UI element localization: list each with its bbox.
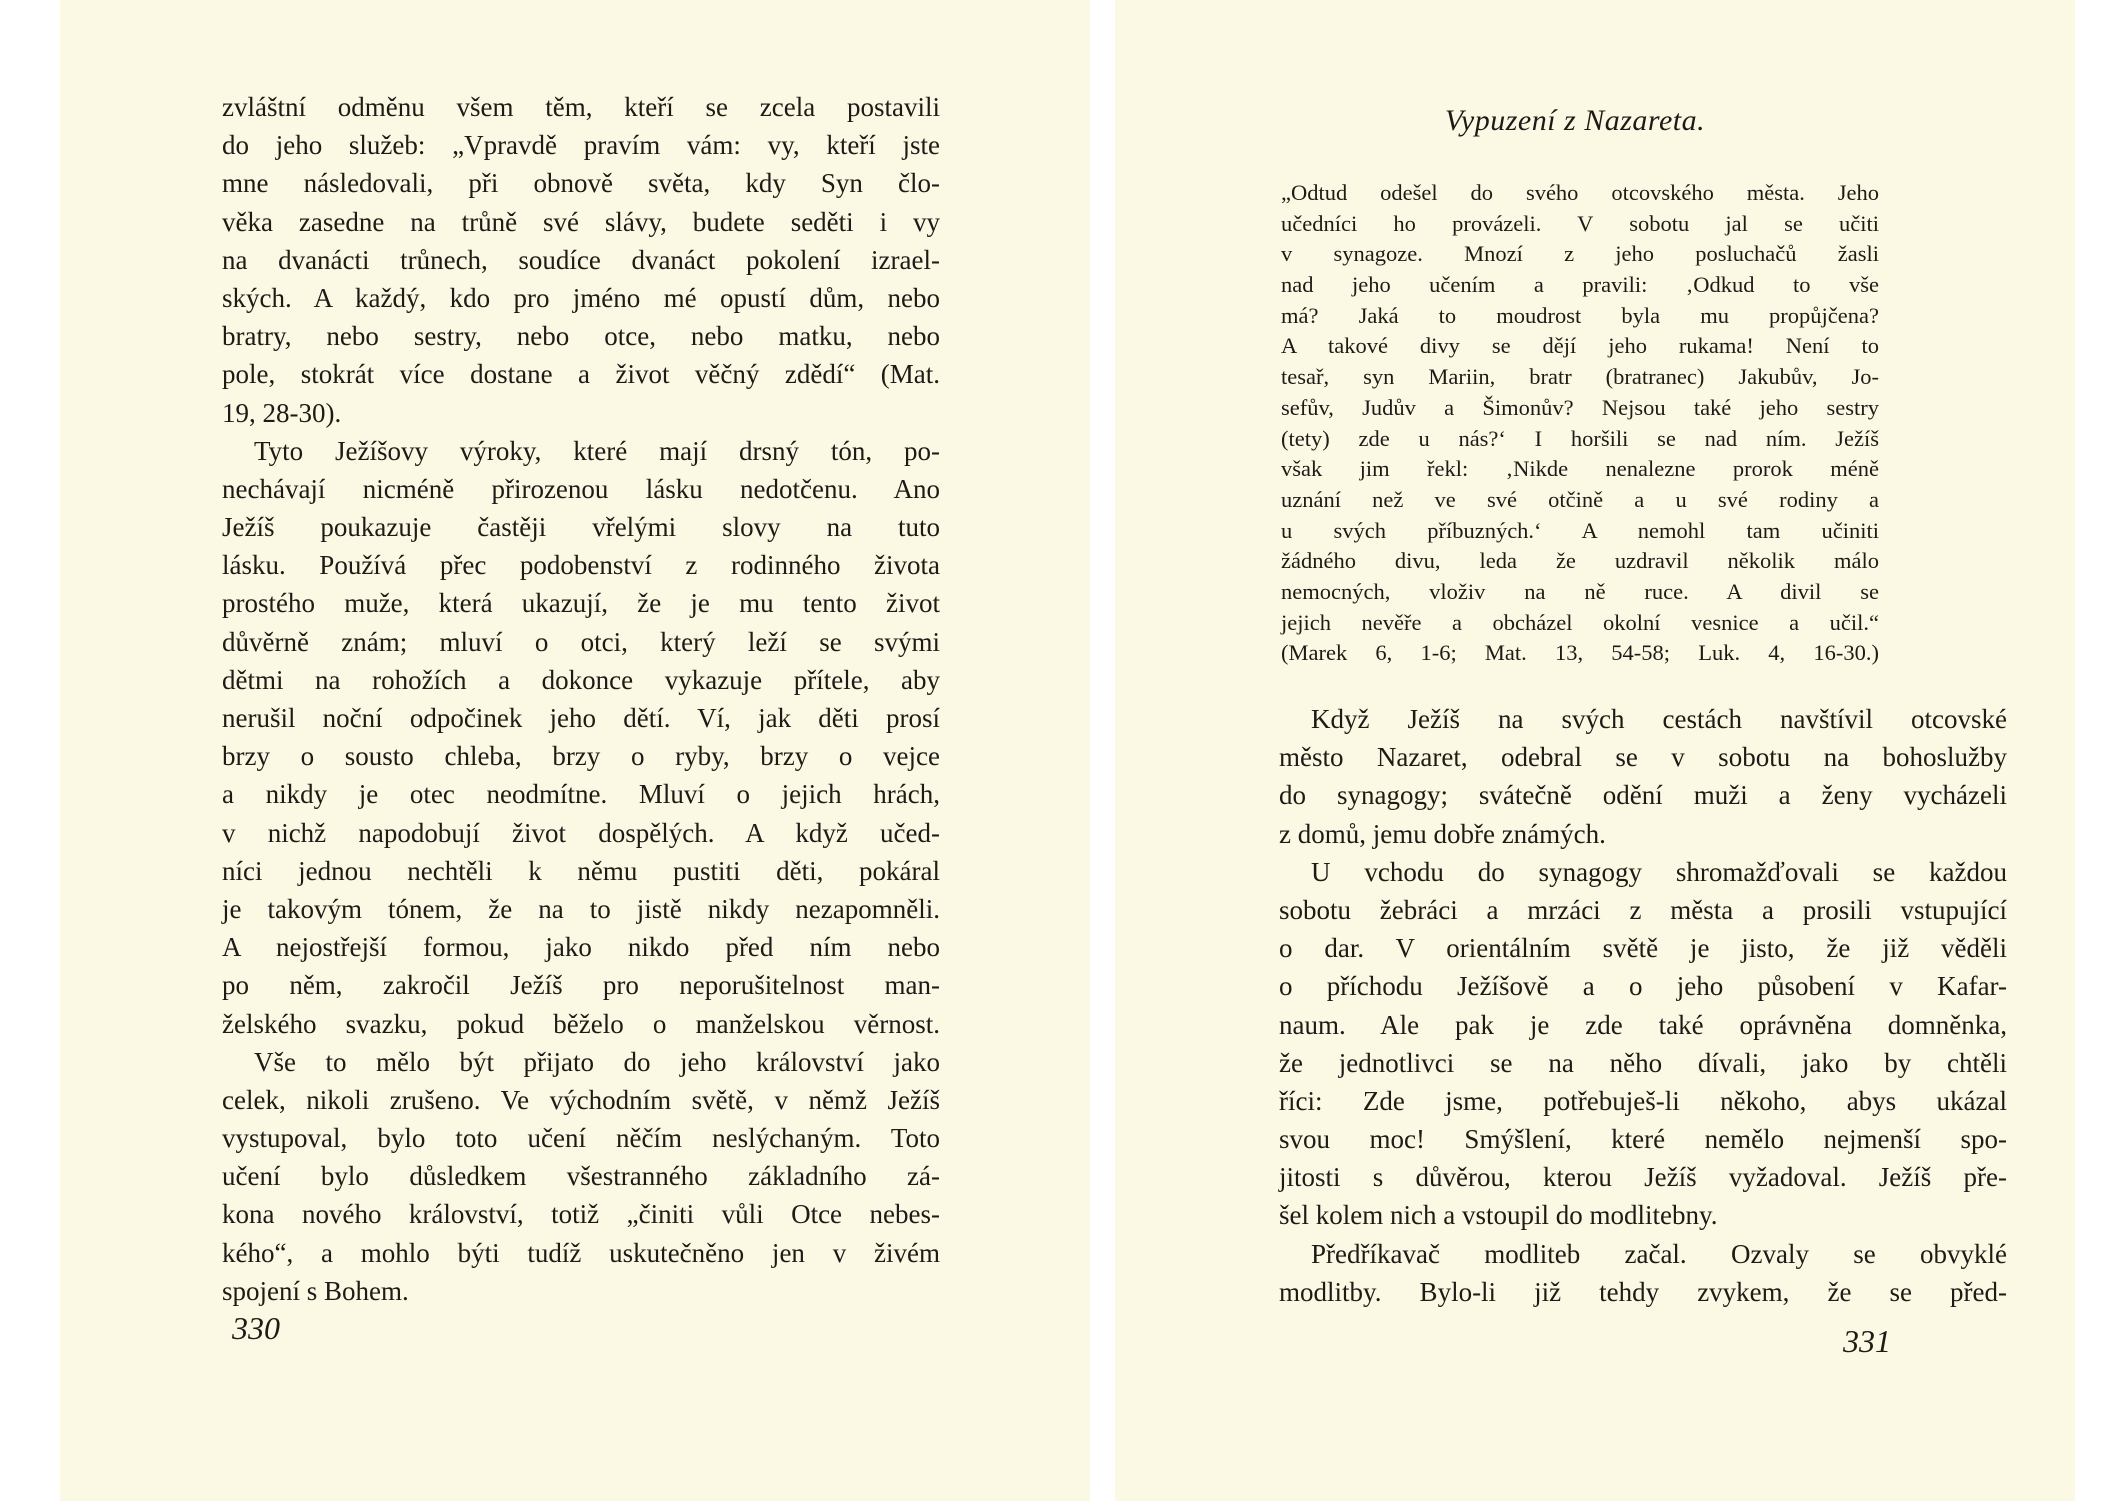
text-line: Vše to mělo být přijato do jeho království jako — [254, 1046, 940, 1077]
text-line: lásku. Používá přec podobenství z rodinného života — [222, 550, 940, 581]
text-line: spojení s Bohem. — [222, 1275, 409, 1306]
text-line: po něm, zakročil Ježíš pro neporušitelnost man- — [222, 970, 940, 1001]
text-line: U vchodu do synagogy shromažďovali se každou — [1311, 856, 2007, 887]
text-line: dětmi na rohožích a dokonce vykazuje přítele, aby — [222, 664, 940, 695]
page-number-right: 331 — [1843, 1323, 1891, 1359]
text-line: želského svazku, pokud běželo o manželskou věrnost. — [222, 1008, 940, 1039]
text-line: do jeho služeb: „Vpravdě pravím vám: vy, kteří jste — [222, 130, 940, 161]
left-page-text — [222, 88, 940, 1310]
text-line: je takovým tónem, že na to jistě nikdy nezapomněli. — [222, 893, 940, 924]
quote-line: však jim řekl: ‚Nikde nenalezne prorok méně — [1281, 456, 1879, 482]
quote-line: žádného divu, leda že uzdravil několik málo — [1281, 548, 1879, 574]
quote-line: nad jeho učením a pravili: ‚Odkud to vše — [1281, 272, 1879, 298]
text-line: jitosti s důvěrou, kterou Ježíš vyžadoval. Ježíš pře- — [1279, 1162, 2007, 1193]
page-number-left: 330 — [232, 1310, 280, 1346]
text-line: mne následovali, při obnově světa, kdy Syn člo- — [222, 168, 940, 199]
text-line: v nichž napodobují život dospělých. A když učed- — [222, 817, 940, 848]
text-line: Když Ježíš na svých cestách navštívil otcovské — [1311, 704, 2007, 734]
text-line: Ježíš poukazuje častěji vřelými slovy na tuto — [222, 512, 940, 543]
text-line: o příchodu Ježíšově a o jeho působení v Kafar- — [1279, 971, 2007, 1002]
text-line: na dvanácti trůnech, soudíce dvanáct pokolení izrael- — [222, 244, 940, 275]
text-line: nerušil noční odpočinek jeho dětí. Ví, jak děti prosí — [222, 703, 940, 733]
text-line: učení bylo důsledkem všestranného základního zá- — [222, 1161, 940, 1192]
text-line: nechávají nicméně přirozenou lásku nedotčenu. Ano — [222, 473, 940, 504]
quote-line: učedníci ho provázeli. V sobotu jal se učiti — [1281, 210, 1879, 236]
right-page — [1115, 0, 2075, 1501]
text-line: sobotu žebráci a mrzáci z města a prosili vstupující — [1279, 894, 2007, 925]
text-line: že jednotlivci se na něho dívali, jako by chtěli — [1279, 1047, 2007, 1078]
chapter-heading: Vypuzení z Nazareta. — [1444, 104, 1706, 137]
text-line: důvěrně znám; mluví o otci, který leží se svými — [222, 626, 940, 657]
text-line: brzy o sousto chleba, brzy o ryby, brzy o vejce — [222, 741, 940, 772]
quote-line: nemocných, vloživ na ně ruce. A divil se — [1281, 578, 1879, 604]
text-line: bratry, nebo sestry, nebo otce, nebo matku, nebo — [222, 321, 940, 352]
quote-line: (tety) zde u nás?‘ I horšili se nad ním. Ježíš — [1281, 425, 1879, 451]
quote-line: u svých příbuzných.‘ A nemohl tam učiniti — [1281, 517, 1879, 543]
text-line: Tyto Ježíšovy výroky, které mají drsný tón, po- — [254, 435, 940, 466]
right-page-text — [1279, 700, 2007, 1311]
quote-line: v synagoze. Mnozí z jeho posluchačů žasli — [1281, 241, 1879, 267]
text-line: A nejostřejší formou, jako nikdo před ním nebo — [222, 932, 940, 963]
text-line: do synagogy; svátečně odění muži a ženy vycházeli — [1279, 780, 2007, 811]
scripture-quote — [1281, 178, 1879, 669]
text-line: prostého muže, která ukazují, že je mu tento život — [222, 588, 940, 619]
text-line: město Nazaret, odebral se v sobotu na bohoslužby — [1279, 742, 2007, 773]
text-line: říci: Zde jsme, potřebuješ-li někoho, abys ukázal — [1279, 1085, 2007, 1116]
quote-line: A takové divy se dějí jeho rukama! Není to — [1281, 333, 1879, 359]
quote-line: jejich nevěře a obcházel okolní vesnice a učil.“ — [1281, 609, 1879, 635]
quote-line: uznání než ve své otčině a u své rodiny a — [1281, 486, 1879, 512]
text-line: Předříkavač modliteb začal. Ozvaly se obvyklé — [1311, 1238, 2007, 1269]
text-line: naum. Ale pak je zde také oprávněna domněnka, — [1279, 1009, 2007, 1040]
text-line: kona nového království, totiž „činiti vůli Otce nebes- — [222, 1199, 940, 1230]
quote-line: (Marek 6, 1-6; Mat. 13, 54-58; Luk. 4, 16-30.) — [1281, 640, 1879, 666]
text-line: modlitby. Bylo-li již tehdy zvykem, že se před- — [1279, 1276, 2007, 1307]
text-line: svou moc! Smýšlení, které nemělo nejmenší spo- — [1279, 1124, 2007, 1155]
text-line: o dar. V orientálním světě je jisto, že již věděli — [1279, 933, 2007, 964]
text-line: vystupoval, bylo toto učení něčím neslýchaným. Toto — [222, 1123, 940, 1154]
text-line: 19, 28-30). — [222, 397, 342, 428]
text-line: z domů, jemu dobře známých. — [1279, 818, 1606, 849]
quote-line: sefův, Judův a Šimonův? Nejsou také jeho sestry — [1281, 394, 1879, 420]
text-line: ských. A každý, kdo pro jméno mé opustí dům, nebo — [222, 282, 940, 313]
quote-line: tesař, syn Mariin, bratr (bratranec) Jakubův, Jo- — [1281, 364, 1879, 390]
text-line: šel kolem nich a vstoupil do modlitebny. — [1279, 1200, 1718, 1231]
text-line: níci jednou nechtěli k němu pustiti děti, pokáral — [222, 855, 940, 886]
text-line: a nikdy je otec neodmítne. Mluví o jejich hrách, — [222, 779, 940, 810]
text-line: pole, stokrát více dostane a život věčný zdědí“ (Mat. — [222, 359, 940, 390]
text-line: kého“, a mohlo býti tudíž uskutečněno jen v živém — [222, 1237, 940, 1268]
quote-line: „Odtud odešel do svého otcovského města. Jeho — [1281, 180, 1879, 205]
text-line: celek, nikoli zrušeno. Ve východním světě, v němž Ježíš — [222, 1084, 940, 1115]
quote-line: má? Jaká to moudrost byla mu propůjčena? — [1281, 302, 1879, 328]
text-line: věka zasedne na trůně své slávy, budete seděti i vy — [222, 206, 940, 237]
left-page — [60, 0, 1090, 1501]
text-line: zvláštní odměnu všem těm, kteří se zcela postavili — [222, 92, 940, 122]
